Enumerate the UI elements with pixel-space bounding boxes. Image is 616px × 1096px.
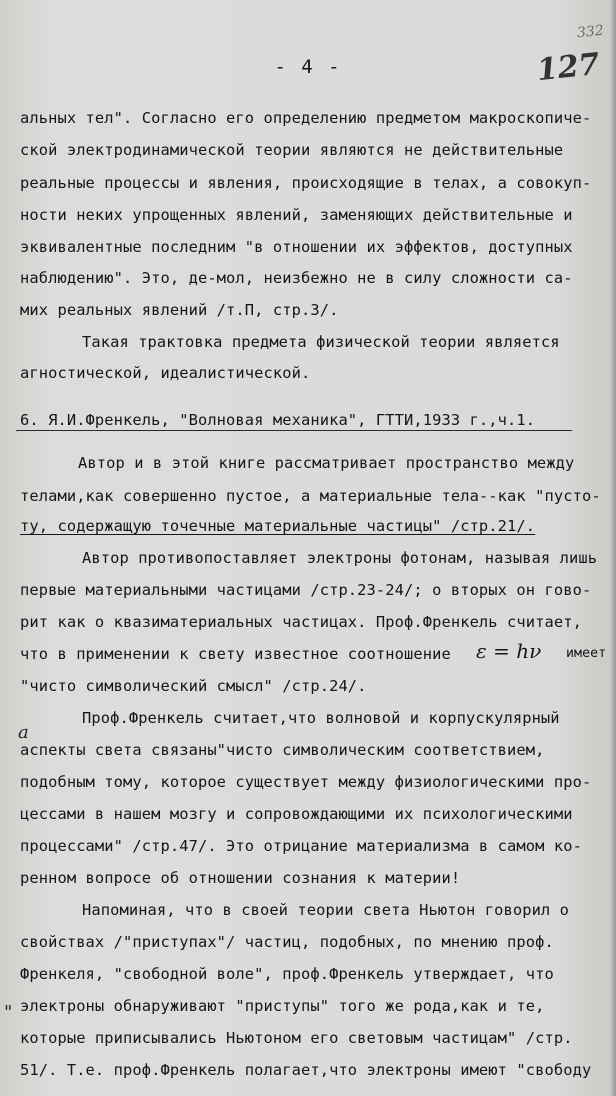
margin-mark-a: a	[18, 722, 29, 743]
text-line-17-end: имеет	[566, 646, 607, 661]
text-line-23: процессами" /стр.47/. Это отрицание материализма в самом ко-	[20, 837, 582, 855]
archive-mark-small: 332	[576, 22, 605, 42]
text-line-8: Такая трактовка предмета физической теории является	[82, 333, 560, 351]
page-edge-shadow	[610, 0, 616, 1096]
text-line-9: агностической, идеалистической.	[20, 364, 311, 382]
text-line-2: ской электродинамической теории являются не действительные	[20, 141, 564, 159]
text-line-5: эквивалентные последним "в отношении их эффектов, доступных	[20, 238, 573, 256]
text-line-16: рит как о квазиматериальных частицах. Проф.Френкель считает,	[20, 613, 582, 631]
text-line-4: ности неких упрощенных явлений, заменяющих действительные и	[20, 206, 573, 224]
text-line-28: электроны обнаруживают "приступы" того же рода,как и те,	[20, 997, 545, 1015]
text-line-15: первые материальными частицами /стр.23-24/; о вторых он гово-	[20, 581, 592, 599]
text-line-18: "чисто символический смысл" /стр.24/.	[20, 677, 367, 695]
text-line-24: ренном вопросе об отношении сознания к материи!	[20, 869, 461, 887]
text-line-6: наблюдению". Это, де-мол, неизбежно не в силу сложности са-	[20, 269, 573, 287]
text-line-25: Напоминая, что в своей теории света Ньютон говорил о	[82, 901, 570, 919]
formula-e-hv: ε = hν	[476, 639, 542, 663]
archive-mark: 127	[535, 46, 602, 89]
text-line-22: цессами в нашем мозгу и сопровождающими их психологическими	[20, 805, 573, 823]
text-line-13: ту, содержащую точечные материальные частицы" /стр.21/.	[20, 517, 536, 535]
heading-underline	[16, 430, 572, 431]
text-line-7: мих реальных явлений /т.П, стр.3/.	[20, 301, 339, 319]
text-line-21: подобным тому, которое существует между физиологическими про-	[20, 773, 592, 791]
text-line-12: телами,как совершенно пустое, а материальные тела--как "пусто-	[20, 487, 601, 505]
text-line-27: Френкеля, "свободной воле", проф.Френкель утверждает, что	[20, 965, 554, 983]
margin-mark-quote: "	[4, 1002, 13, 1023]
text-line-1: альных тел". Согласно его определению предметом макроскопиче-	[20, 109, 592, 127]
text-line-29: которые приписывались Ньютоном его световым частицам" /стр.	[20, 1029, 573, 1047]
page-number: - 4 -	[274, 56, 342, 78]
text-line-17: что в применении к свету известное соотношение	[20, 645, 451, 663]
text-line-30: 51/. Т.е. проф.Френкель полагает,что электроны имеют "свободу	[20, 1061, 592, 1079]
text-line-11: Автор и в этой книге рассматривает пространство между	[78, 454, 575, 472]
section-heading: 6. Я.И.Френкель, "Волновая механика", ГТТИ,1933 г.,ч.1.	[20, 411, 536, 429]
text-line-3: реальные процессы и явления, происходящие в телах, а совокуп-	[20, 174, 592, 192]
text-line-19: Проф.Френкель считает,что волновой и корпускулярный	[82, 709, 560, 727]
text-line-14: Автор противопоставляет электроны фотонам, называя лишь	[82, 549, 598, 567]
text-line-20: аспекты света связаны"чисто символическим соответствием,	[20, 741, 545, 759]
text-line-26: свойствах /"приступах"/ частиц, подобных, по мнению проф.	[20, 933, 554, 951]
